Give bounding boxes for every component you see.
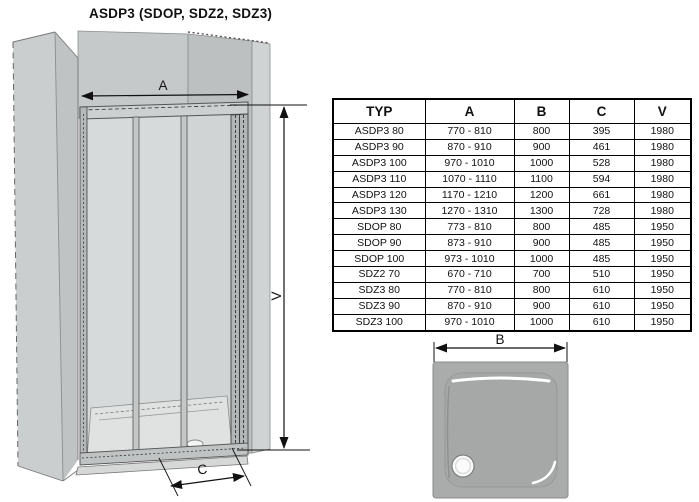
cell-b: 800 bbox=[514, 282, 569, 298]
cell-c: 610 bbox=[569, 282, 634, 298]
cell-c: 594 bbox=[569, 171, 634, 187]
cell-b: 1000 bbox=[514, 251, 569, 267]
cell-typ: SDZ3 100 bbox=[333, 314, 425, 330]
cell-c: 485 bbox=[569, 219, 634, 235]
cell-typ: ASDP3 90 bbox=[333, 139, 425, 155]
cell-b: 1000 bbox=[514, 314, 569, 330]
cell-v: 1980 bbox=[634, 155, 691, 171]
cell-c: 661 bbox=[569, 187, 634, 203]
cell-v: 1950 bbox=[634, 282, 691, 298]
cell-b: 800 bbox=[514, 219, 569, 235]
cell-a: 670 - 710 bbox=[425, 267, 514, 283]
cell-c: 485 bbox=[569, 235, 634, 251]
cell-v: 1950 bbox=[634, 219, 691, 235]
cell-typ: ASDP3 110 bbox=[333, 171, 425, 187]
cell-b: 900 bbox=[514, 298, 569, 314]
cell-v: 1980 bbox=[634, 171, 691, 187]
cell-a: 1270 - 1310 bbox=[425, 203, 514, 219]
cell-v: 1980 bbox=[634, 139, 691, 155]
dimensions-table bbox=[332, 98, 692, 332]
cell-b: 1000 bbox=[514, 155, 569, 171]
cell-v: 1950 bbox=[634, 267, 691, 283]
dimension-v-label: V bbox=[269, 291, 284, 301]
cell-b: 1200 bbox=[514, 187, 569, 203]
cell-typ: ASDP3 100 bbox=[333, 155, 425, 171]
table-row bbox=[333, 155, 691, 171]
shower-tray-top-view bbox=[433, 362, 568, 498]
cell-v: 1950 bbox=[634, 235, 691, 251]
cell-a: 1070 - 1110 bbox=[425, 171, 514, 187]
cell-b: 1100 bbox=[514, 171, 569, 187]
cell-a: 770 - 810 bbox=[425, 282, 514, 298]
cell-b: 800 bbox=[514, 124, 569, 140]
table-row bbox=[333, 171, 691, 187]
cell-b: 900 bbox=[514, 139, 569, 155]
cell-c: 728 bbox=[569, 203, 634, 219]
cell-a: 870 - 910 bbox=[425, 298, 514, 314]
cell-a: 973 - 1010 bbox=[425, 251, 514, 267]
table-header-row bbox=[333, 99, 691, 124]
table-row bbox=[333, 139, 691, 155]
dimension-b-arrow bbox=[434, 332, 567, 362]
cell-v: 1950 bbox=[634, 298, 691, 314]
cell-v: 1980 bbox=[634, 124, 691, 140]
column-header-b: B bbox=[514, 99, 569, 124]
cell-typ: SDZ2 70 bbox=[333, 267, 425, 283]
cell-typ: ASDP3 80 bbox=[333, 124, 425, 140]
table-row bbox=[333, 219, 691, 235]
cell-a: 970 - 1010 bbox=[425, 314, 514, 330]
column-header-a: A bbox=[425, 99, 514, 124]
cell-c: 610 bbox=[569, 314, 634, 330]
page-title: ASDP3 (SDOP, SDZ2, SDZ3) bbox=[89, 6, 273, 21]
table-row bbox=[333, 203, 691, 219]
cell-b: 900 bbox=[514, 235, 569, 251]
cell-typ: SDZ3 90 bbox=[333, 298, 425, 314]
column-header-v: V bbox=[634, 99, 691, 124]
cell-v: 1980 bbox=[634, 187, 691, 203]
table-row bbox=[333, 235, 691, 251]
cell-c: 485 bbox=[569, 251, 634, 267]
cell-c: 461 bbox=[569, 139, 634, 155]
cell-typ: SDOP 100 bbox=[333, 251, 425, 267]
dimension-a-label: A bbox=[158, 78, 168, 93]
cell-v: 1980 bbox=[634, 203, 691, 219]
table-row bbox=[333, 187, 691, 203]
table-row bbox=[333, 267, 691, 283]
cell-c: 395 bbox=[569, 124, 634, 140]
tray-top-view-drawing bbox=[415, 330, 595, 502]
column-header-typ: TYP bbox=[333, 99, 425, 124]
enclosure-3d-drawing bbox=[5, 28, 315, 498]
table-row bbox=[333, 124, 691, 140]
dimension-b-label: B bbox=[495, 332, 505, 347]
cell-a: 1170 - 1210 bbox=[425, 187, 514, 203]
cell-a: 770 - 810 bbox=[425, 124, 514, 140]
cell-b: 700 bbox=[514, 267, 569, 283]
table-row bbox=[333, 282, 691, 298]
cell-typ: SDOP 90 bbox=[333, 235, 425, 251]
cell-c: 528 bbox=[569, 155, 634, 171]
table-row bbox=[333, 251, 691, 267]
cell-b: 1300 bbox=[514, 203, 569, 219]
cell-a: 773 - 810 bbox=[425, 219, 514, 235]
table-row bbox=[333, 298, 691, 314]
column-header-c: C bbox=[569, 99, 634, 124]
cell-typ: ASDP3 130 bbox=[333, 203, 425, 219]
cell-a: 870 - 910 bbox=[425, 139, 514, 155]
cell-typ: SDZ3 80 bbox=[333, 282, 425, 298]
cell-v: 1950 bbox=[634, 314, 691, 330]
cell-a: 970 - 1010 bbox=[425, 155, 514, 171]
dimension-c-label: C bbox=[196, 461, 209, 478]
cell-typ: SDOP 80 bbox=[333, 219, 425, 235]
cell-a: 873 - 910 bbox=[425, 235, 514, 251]
table-row bbox=[333, 314, 691, 330]
left-wall bbox=[13, 32, 78, 481]
cell-v: 1950 bbox=[634, 251, 691, 267]
cell-c: 510 bbox=[569, 267, 634, 283]
cell-c: 610 bbox=[569, 298, 634, 314]
cell-typ: ASDP3 120 bbox=[333, 187, 425, 203]
